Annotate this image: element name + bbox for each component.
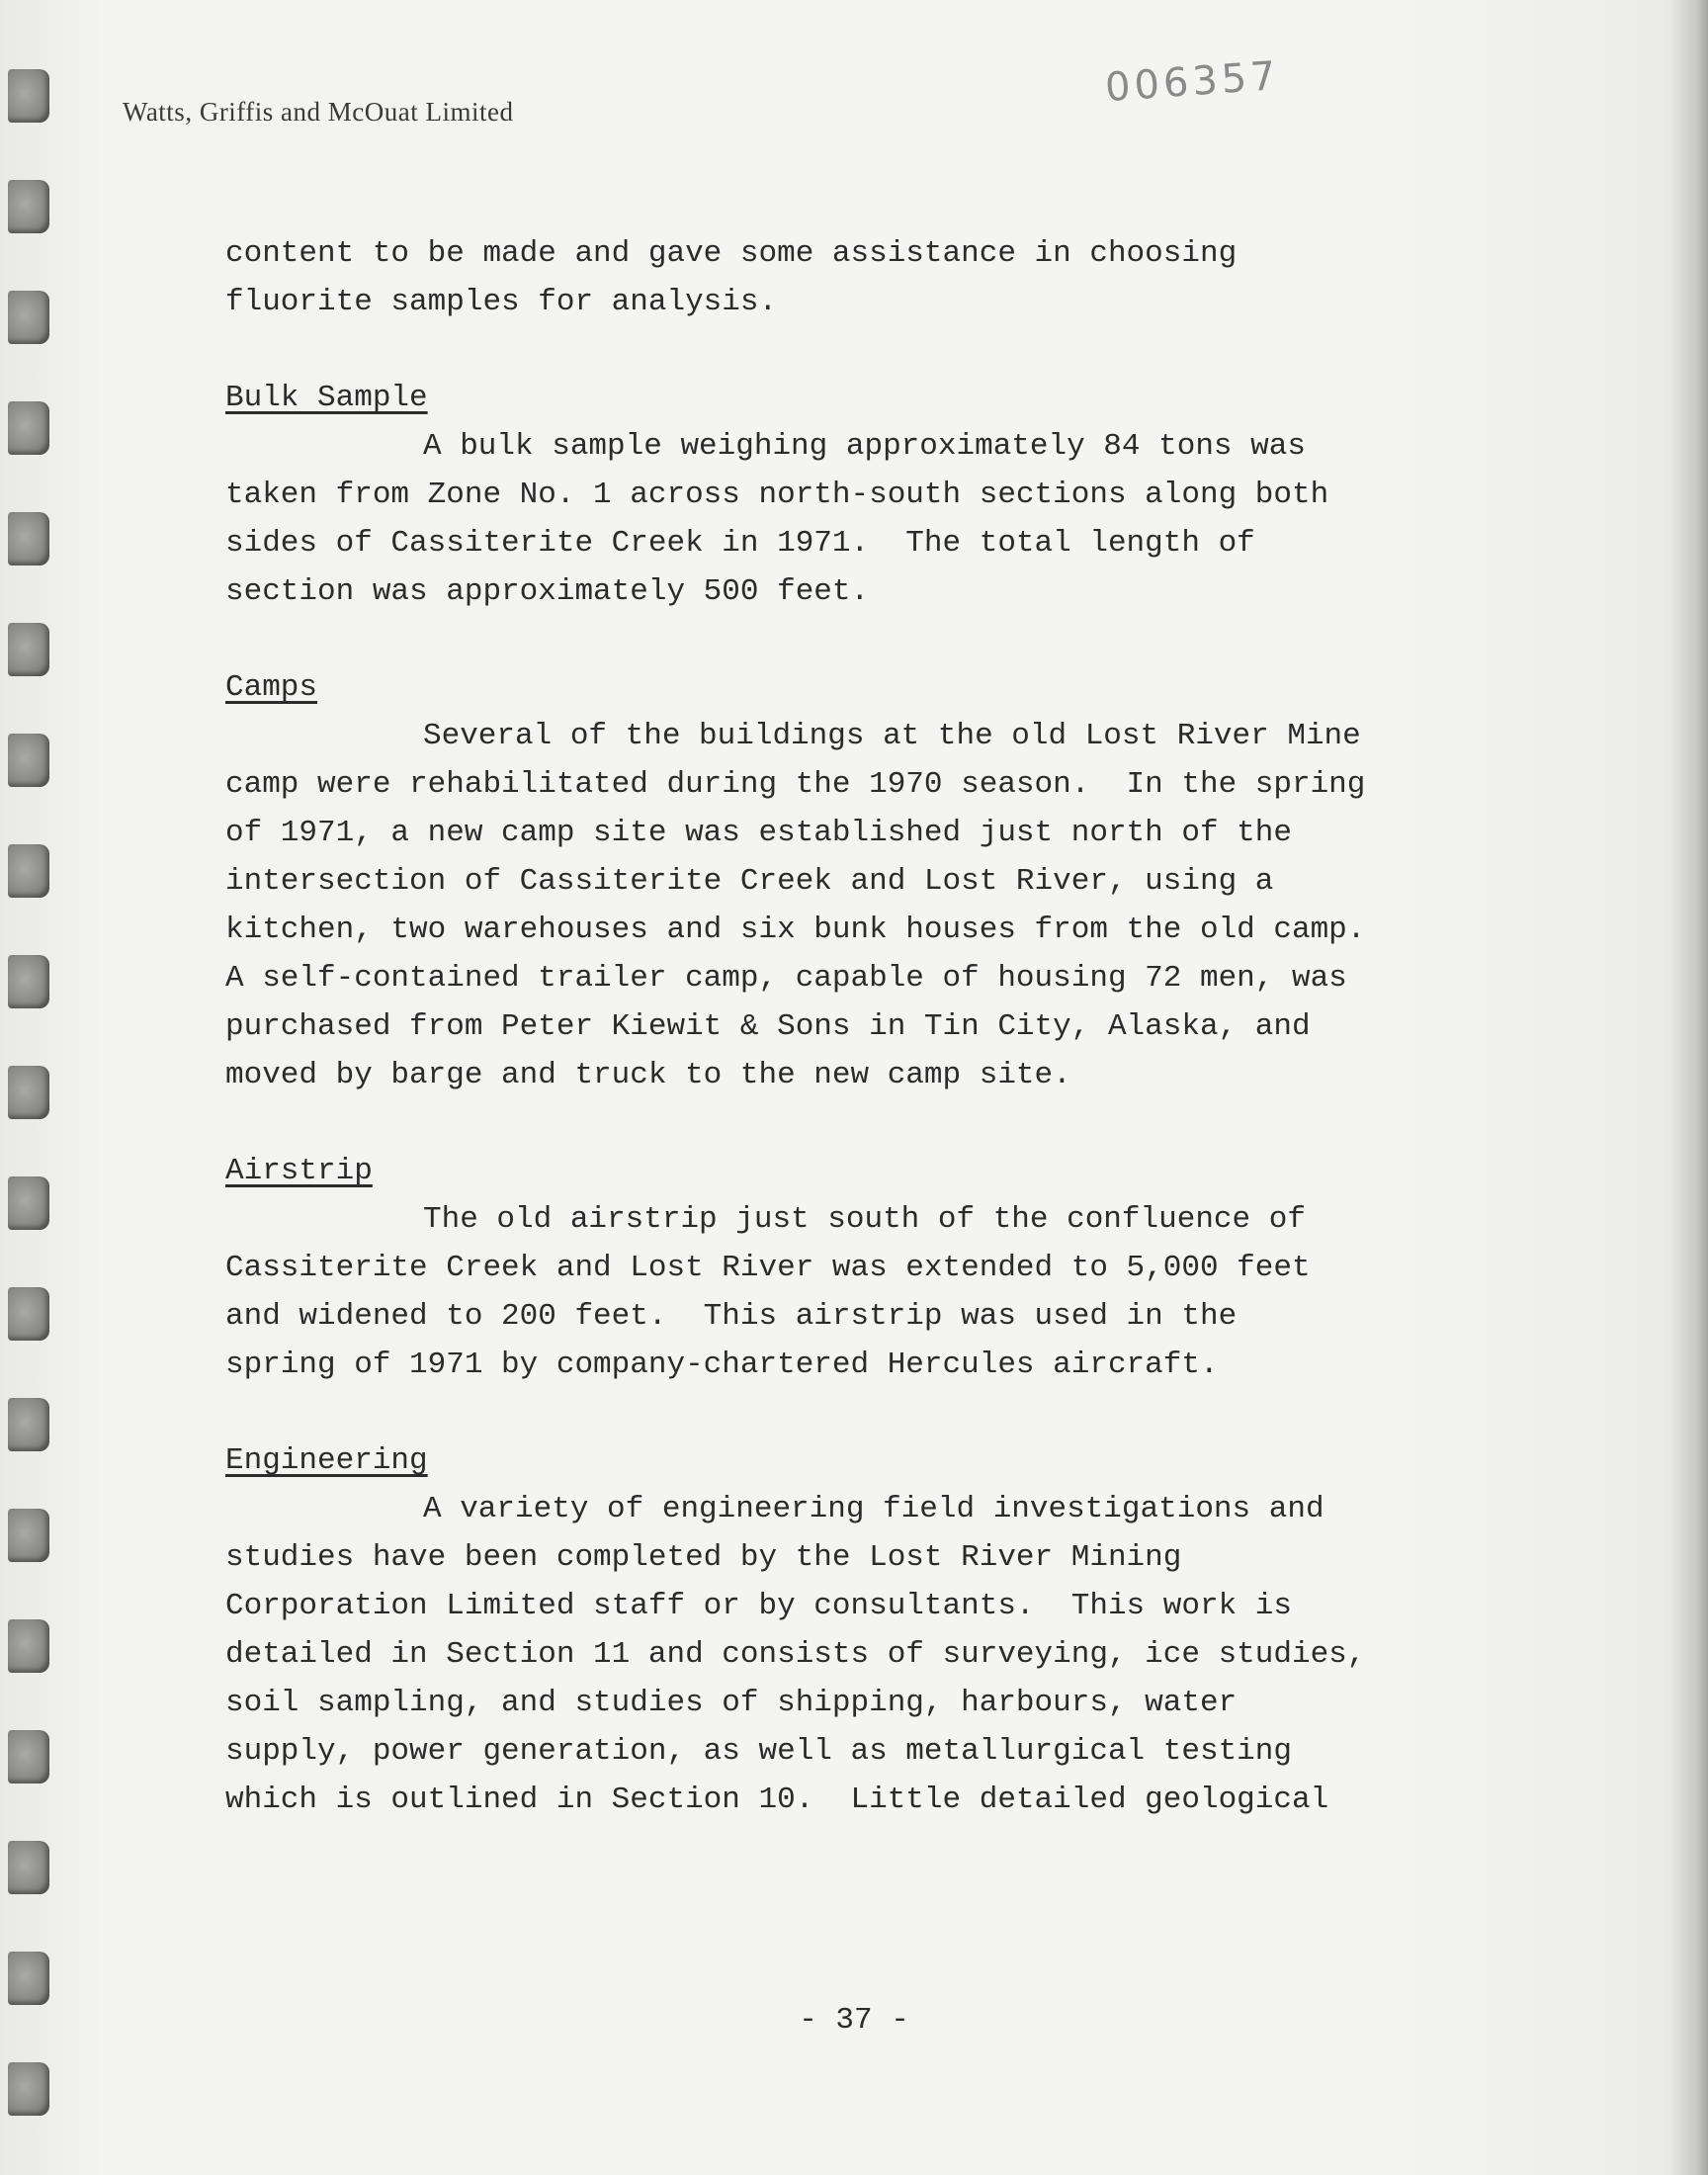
binding-hole [8, 1066, 49, 1119]
page-number: - 37 - [799, 2003, 909, 2038]
text-line: A bulk sample weighing approximately 84 tons was [423, 429, 1306, 464]
binding-hole [8, 1619, 49, 1673]
binding-hole [8, 2062, 49, 2116]
binding-hole [8, 1398, 49, 1451]
text-line: A variety of engineering field investigations and [423, 1492, 1324, 1526]
binding-hole [8, 69, 49, 123]
text-line: kitchen, two warehouses and six bunk houses from the old camp. [225, 913, 1366, 947]
text-line: fluorite samples for analysis. [225, 285, 778, 319]
text-line: supply, power generation, as well as metallurgical testing [225, 1734, 1292, 1769]
section-paragraph [225, 1485, 1510, 1824]
binding-hole [8, 1841, 49, 1894]
spiral-binding [0, 40, 59, 2135]
text-line: spring of 1971 by company-chartered Hercules aircraft. [225, 1348, 1219, 1382]
text-line: Several of the buildings at the old Lost River Mine [423, 719, 1361, 753]
text-line: and widened to 200 feet. This airstrip was used in the [225, 1299, 1238, 1334]
binding-hole [8, 180, 49, 233]
section-paragraph [225, 1195, 1510, 1389]
binding-hole [8, 401, 49, 455]
text-line: camp were rehabilitated during the 1970 season. In the spring [225, 767, 1366, 802]
text-line: Corporation Limited staff or by consultants. This work is [225, 1589, 1292, 1623]
section-heading: Airstrip [225, 1154, 373, 1188]
section-bulk-sample [225, 326, 1510, 616]
section-engineering [225, 1389, 1510, 1824]
text-line: soil sampling, and studies of shipping, harbours, water [225, 1686, 1238, 1720]
text-line: content to be made and gave some assistance in choosing [225, 236, 1238, 271]
binding-hole [8, 734, 49, 787]
text-line: of 1971, a new camp site was established just north of the [225, 816, 1292, 850]
section-airstrip [225, 1099, 1510, 1389]
text-line: sides of Cassiterite Creek in 1971. The total length of [225, 526, 1255, 561]
text-line: A self-contained trailer camp, capable of housing 72 men, was [225, 961, 1347, 996]
text-line: detailed in Section 11 and consists of surveying, ice studies, [225, 1637, 1366, 1672]
binding-hole [8, 512, 49, 566]
text-line: purchased from Peter Kiewit & Sons in Tin City, Alaska, and [225, 1009, 1311, 1044]
text-line: The old airstrip just south of the confluence of [423, 1202, 1306, 1237]
page-edge-shadow [1668, 0, 1708, 2175]
section-heading: Bulk Sample [225, 381, 428, 415]
intro-paragraph [225, 229, 1510, 326]
text-line: intersection of Cassiterite Creek and Lost River, using a [225, 864, 1274, 899]
text-line: Cassiterite Creek and Lost River was extended to 5,000 feet [225, 1251, 1311, 1285]
section-heading: Camps [225, 670, 318, 705]
document-stamp-number: 006357 [1103, 52, 1282, 112]
company-letterhead: Watts, Griffis and McOuat Limited [123, 97, 514, 127]
text-line: studies have been completed by the Lost River Mining [225, 1540, 1182, 1575]
section-heading: Engineering [225, 1443, 428, 1478]
text-line: moved by barge and truck to the new camp site. [225, 1058, 1071, 1092]
binding-hole [8, 291, 49, 344]
section-paragraph [225, 712, 1510, 1099]
binding-hole [8, 955, 49, 1008]
text-line: which is outlined in Section 10. Little detailed geological [225, 1783, 1329, 1817]
binding-hole [8, 1730, 49, 1784]
binding-hole [8, 844, 49, 898]
text-line: section was approximately 500 feet. [225, 574, 870, 609]
binding-hole [8, 1952, 49, 2005]
text-line: taken from Zone No. 1 across north-south sections along both [225, 478, 1329, 512]
section-camps [225, 616, 1510, 1099]
binding-hole [8, 623, 49, 676]
document-body [225, 229, 1510, 1824]
binding-hole [8, 1176, 49, 1230]
binding-hole [8, 1509, 49, 1562]
binding-hole [8, 1287, 49, 1341]
section-paragraph [225, 422, 1510, 616]
